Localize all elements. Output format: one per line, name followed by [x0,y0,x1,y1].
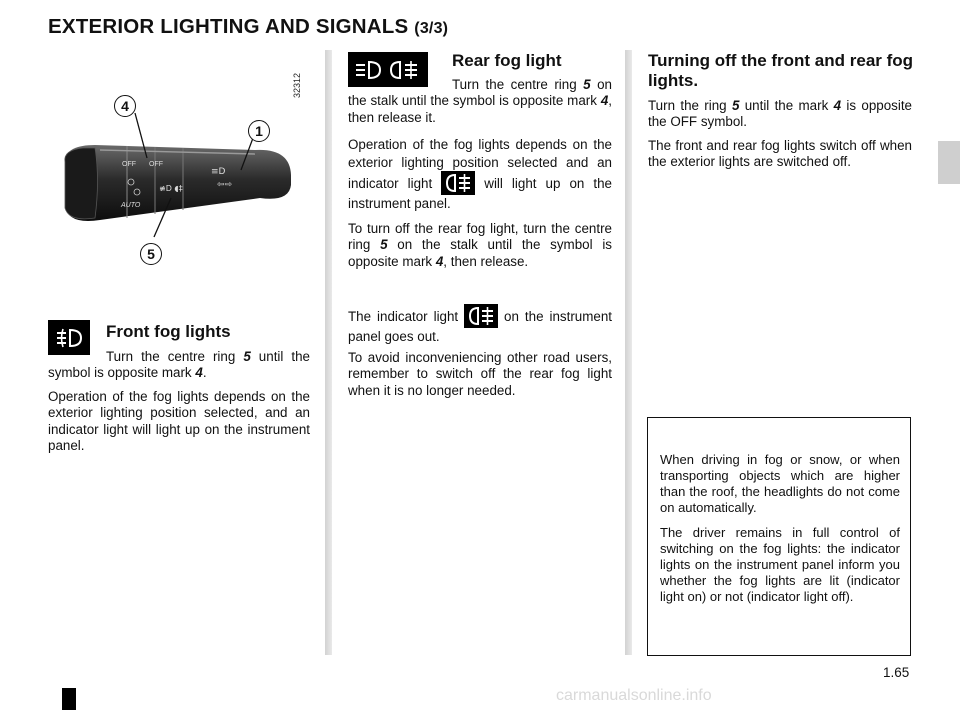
turning-off-heading: Turning off the front and rear fog lights. [648,51,914,90]
note-paragraph-2: The driver remains in full control of switching on the fog lights: the indicator lights on the instrument panel inform you whether the fog lights are lit (indicator light on) or not (indicator light off). [660,525,900,604]
turning-off-p1-text-3: is opposite the OFF symbol. [648,98,912,130]
page-title [48,15,448,39]
note-paragraph-1: When driving in fog or snow, or when transporting objects which are higher than the roof, the headlights do not come on automatically. [660,452,900,515]
front-fog-paragraph-1 [48,349,310,382]
svg-text:⇦⇨: ⇦⇨ [217,180,233,190]
rear-fog-p1-text: Turn the centre ring [452,77,584,92]
front-fog-heading: Front fog lights [106,322,231,341]
rear-fog-p1-text-2: on the stalk until the symbol is opposite mark [348,77,612,109]
callout-5: 5 [140,243,162,265]
svg-text:≡D: ≡D [211,167,226,177]
turning-off-p1-text: Turn the ring [648,98,732,113]
rear-fog-p4-text-2: on the instrument panel goes out. [348,309,612,344]
rear-fog-p1-text-3: , then release it. [348,93,612,125]
rear-fog-p3-text-3: , then release. [443,253,529,269]
turning-off-paragraph-2: The front and rear fog lights switch off when the exterior lights are switched off. [648,138,912,170]
watermark: carmanualsonline.info [556,687,712,704]
front-fog-light-icon-graphic [54,327,84,349]
page-number: 1.65 [883,665,910,680]
ring-reference-5: 5 [583,77,591,92]
front-fog-p1-text: Turn the centre ring [106,349,244,364]
ring-reference-5: 5 [731,98,740,113]
mark-reference-4: 4 [600,93,609,109]
note-box [647,417,911,656]
footer-marker [62,688,76,710]
rear-fog-p3-text: To turn off the rear fog light, turn the centre ring [348,221,612,253]
rear-fog-paragraph-3 [348,221,612,270]
column-divider-right [625,50,632,655]
rear-fog-paragraph-4 [348,304,612,346]
page-title-text: EXTERIOR LIGHTING AND SIGNALS [48,15,409,38]
rear-fog-p3-text-2: on the stalk until the symbol is opposite mark [348,237,612,269]
ring-reference-5: 5 [243,349,251,364]
stalk-label-off-2: OFF [149,161,163,168]
page-title-part: (3/3) [414,20,449,37]
section-tab-marker [938,141,960,184]
rear-fog-indicator-icon [464,304,498,328]
front-fog-paragraph-2: Operation of the fog lights depends on the exterior lighting position selected, and an indicator light will light up on the instrument panel. [48,389,310,454]
rear-fog-p4-text: The indicator light [348,309,465,324]
front-fog-p1-text-2: until the symbol is opposite mark [48,349,311,381]
front-fog-p1-text-3: . [202,365,207,381]
rear-fog-p2-text-2: will light up on the instrument panel. [348,176,612,211]
callout-4: 4 [114,95,136,117]
mark-reference-4: 4 [833,98,842,113]
figure-code: 32312 [292,72,302,98]
stalk-label-auto: AUTO [121,202,141,209]
rear-fog-paragraph-1 [348,77,612,126]
stalk-label-off-1: OFF [122,161,136,168]
turning-off-paragraph-1 [648,98,912,131]
svg-text:≢D ◖‡: ≢D ◖‡ [159,184,183,193]
mark-reference-4: 4 [435,253,444,269]
callout-1: 1 [248,120,270,142]
rear-fog-p2-text: Operation of the fog lights depends on the exterior lighting position selected and an indicator light [348,137,612,191]
rear-fog-indicator-icon [441,171,475,195]
rear-fog-paragraph-5: To avoid inconveniencing other road users, remember to switch off the rear fog light when it is no longer needed. [348,350,612,398]
mark-reference-4: 4 [195,365,203,381]
ring-reference-5: 5 [380,237,388,253]
column-divider-left [325,50,332,655]
turning-off-p1-text-2: until the mark [739,98,834,113]
rear-fog-paragraph-2 [348,136,612,213]
lighting-stalk-illustration [55,90,295,265]
rear-fog-heading: Rear fog light [452,51,562,70]
